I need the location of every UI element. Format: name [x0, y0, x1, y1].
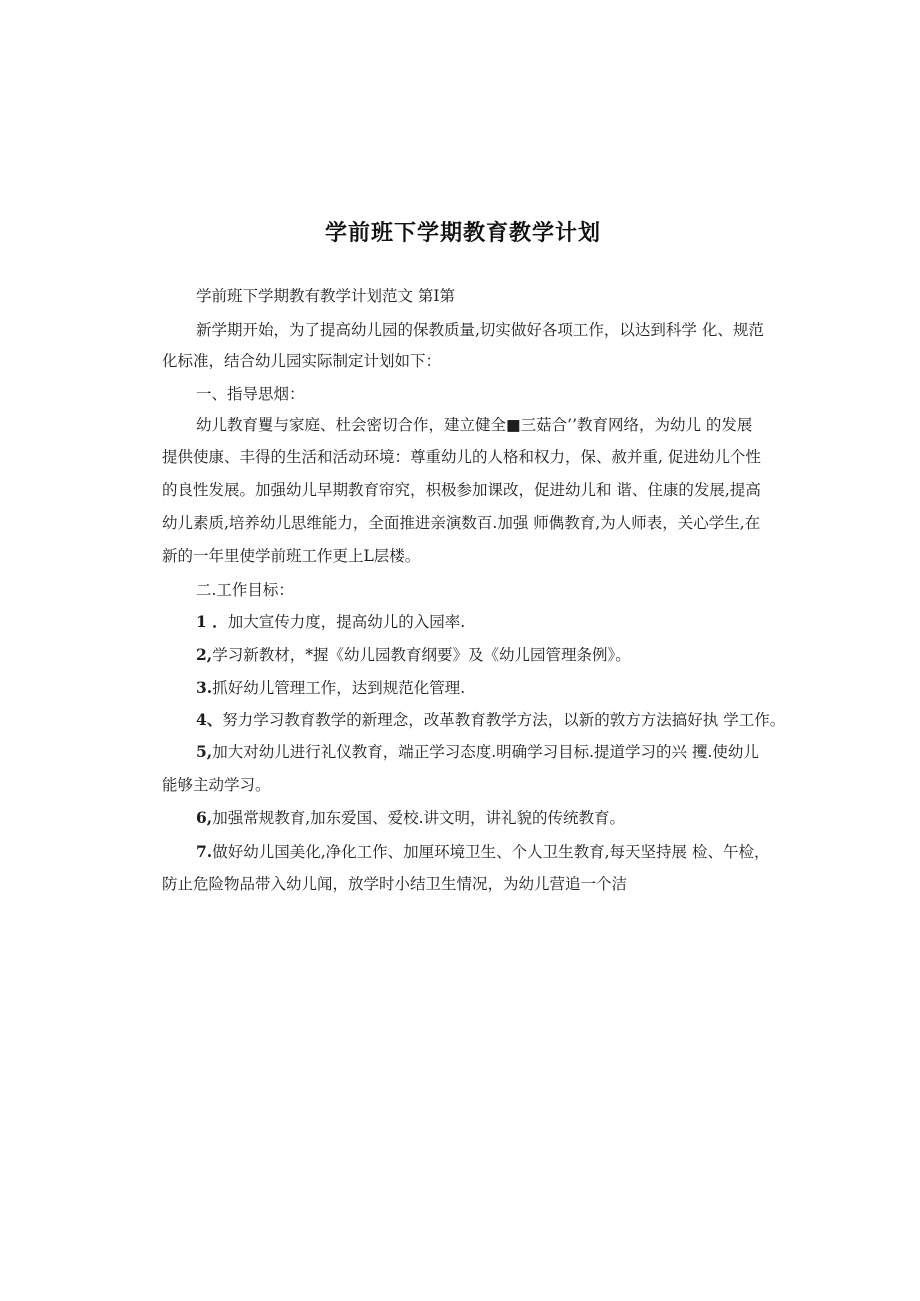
goal-item-7-cont: 防止危险物品带入幼儿闻，放学时小结卫生情况，为幼儿营追一个洁: [162, 875, 628, 893]
section1-line-4: 幼儿素质,培养幼儿思维能力，全面推进亲演数百.加强 师儁教育,为人师表，关心学生,在: [162, 514, 761, 532]
section2-heading: 二.工作目标：: [196, 581, 294, 599]
goal-item-2: [196, 645, 816, 665]
goal-number: 6,: [196, 808, 213, 827]
section1-line-5: 新的一年里使学前班工作更上L层楼。: [162, 547, 421, 565]
goal-number: 4、: [196, 710, 223, 729]
goal-item-6: [196, 808, 816, 828]
goal-number: 2,: [196, 645, 213, 664]
goal-item-3: [196, 678, 816, 698]
goal-text: 加大对幼儿进行礼仪教育，端正学习态度.明确学习目标.提道学习的兴 攫.使幼儿: [212, 743, 759, 761]
goal-item-5-cont: 能够主动学习。: [162, 776, 271, 794]
goal-item-1: [196, 612, 816, 632]
goal-item-4: [196, 710, 816, 730]
goal-number: 7.: [196, 842, 213, 861]
document-title: 学前班下学期教育教学计划: [324, 221, 601, 246]
goal-text: 学习新教材，*握《幼儿园教育纲要》及《幼儿园管理条例》。: [212, 646, 631, 664]
section1-heading: 一、指导思烟：: [196, 385, 305, 403]
goal-text: 加大宣传力度，提高幼儿的入园率.: [227, 613, 466, 631]
goal-text: 做好幼儿国美化,净化工作、加厘环境卫生、个人卫生教育,每天坚持展 检、午检，: [212, 843, 770, 861]
goal-item-7: [196, 842, 816, 862]
goal-number: 1 ．: [196, 612, 228, 631]
goal-text: 努力学习教育教学的新理念，改革教育教学方法，以新的敦方方法搞好执 学工作。: [222, 711, 786, 729]
intro-line-1: 新学期开始，为了提高幼儿园的保教质量,切实做好各项工作，以达到科学 化、规范: [196, 321, 764, 339]
goal-item-5: [196, 742, 816, 762]
goal-number: 3.: [196, 678, 213, 697]
goal-text: 抓好幼儿管理工作，达到规范化管理.: [212, 679, 466, 697]
section1-line-3: 的良性发展。加强幼儿早期教育帘究，枳极参加课改，促进幼儿和 谐、住康的发展,提高: [162, 481, 761, 499]
section1-line-1: 幼儿教育矍与家庭、杜会密切合作，建立健全■三菇合’’教育网络，为幼儿 的发展: [196, 416, 753, 434]
goal-text: 加强常规教育,加东爱国、爱校.讲文明，讲礼貌的传统教育。: [212, 809, 626, 827]
subtitle: 学前班下学期教有教学计划范文 第I第: [196, 287, 456, 305]
goal-number: 5,: [196, 742, 213, 761]
section1-line-2: 提供使康、丰得的生活和活动环境：尊重幼儿的人格和权力，保、赦并重, 促进幼儿个性: [162, 448, 761, 466]
intro-line-2: 化标准，结合幼儿园实际制定计划如下：: [162, 352, 442, 370]
